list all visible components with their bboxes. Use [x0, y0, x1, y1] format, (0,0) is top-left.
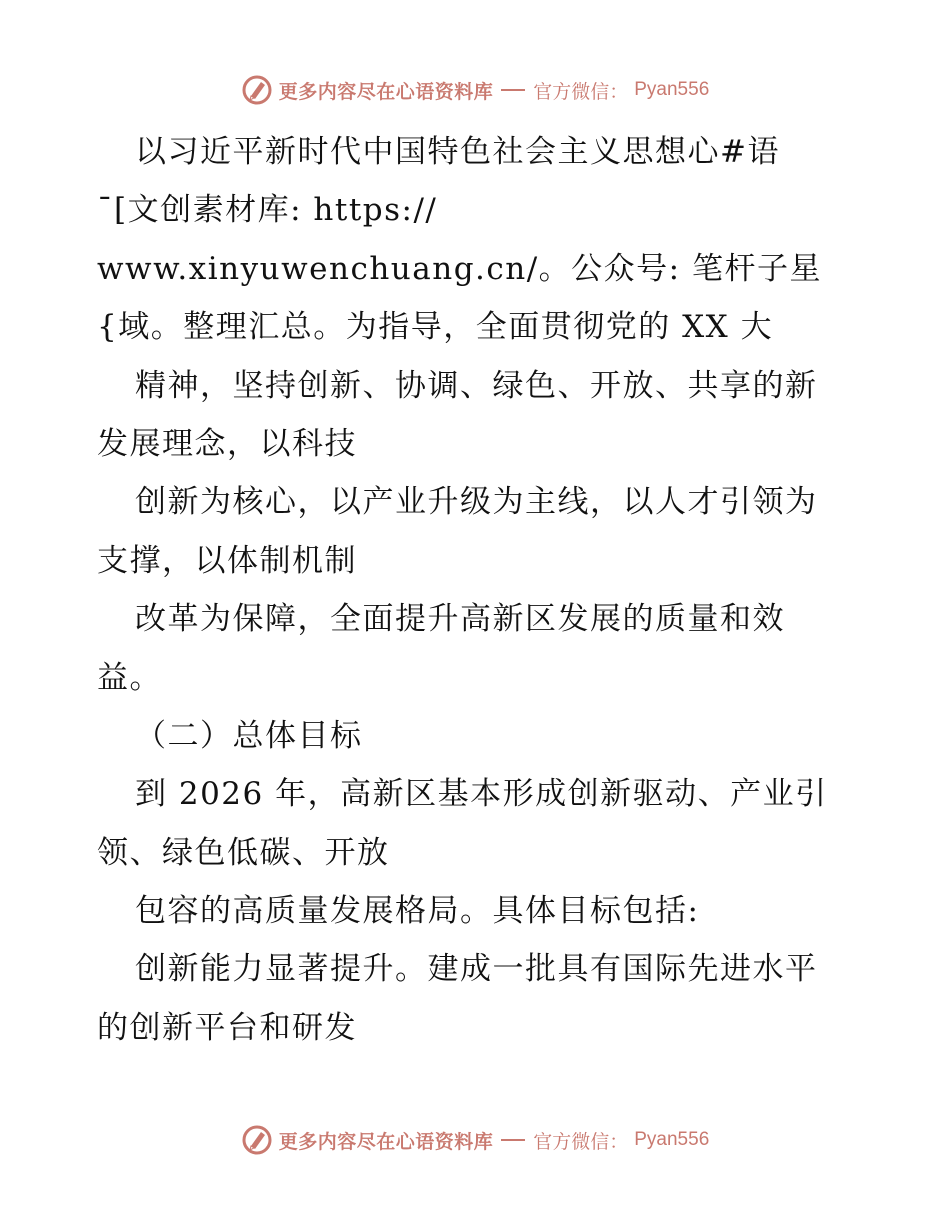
- banner-wechat-id: Pyan556: [634, 1129, 710, 1150]
- footer-banner: [0, 1120, 950, 1160]
- text-line: 精神，坚持创新、协调、绿色、开放、共享的新: [135, 367, 818, 404]
- text-line: 支撑，以体制机制: [97, 542, 357, 579]
- text-line: {域。整理汇总。为指导，全面贯彻党的 XX 大: [97, 309, 774, 346]
- text-line: ¯[文创素材库: https://: [97, 192, 438, 229]
- header-banner: [0, 70, 950, 110]
- text-line: 到 2026 年，高新区基本形成创新驱动、产业引: [135, 776, 828, 813]
- text-line: 创新为核心，以产业升级为主线，以人才引领为: [135, 484, 818, 521]
- text-line: 包容的高质量发展格局。具体目标包括:: [135, 893, 700, 930]
- banner-dash: [501, 89, 525, 91]
- text-line: 发展理念，以科技: [97, 425, 357, 462]
- banner-title: 更多内容尽在心语资料库: [278, 1130, 494, 1153]
- banner-dash: [501, 1139, 525, 1141]
- banner-wechat-label: 官方微信：: [533, 1130, 629, 1153]
- text-line: 以习近平新时代中国特色社会主义思想心#语: [135, 134, 780, 170]
- text-line: 创新能力显著提升。建成一批具有国际先进水平: [135, 951, 818, 988]
- banner-wechat-label: 官方微信：: [533, 80, 629, 103]
- banner-title: 更多内容尽在心语资料库: [278, 80, 494, 103]
- text-line: www.xinyuwenchuang.cn/。公众号: 笔杆子星: [97, 250, 822, 287]
- pen-logo-icon: [241, 74, 273, 106]
- document-body: [97, 123, 887, 1057]
- section-heading: （二）总体目标: [135, 717, 363, 754]
- text-line: 领、绿色低碳、开放: [97, 834, 390, 871]
- text-line: 改革为保障，全面提升高新区发展的质量和效: [135, 601, 785, 638]
- banner-wechat-id: Pyan556: [634, 79, 710, 100]
- pen-logo-icon: [241, 1124, 273, 1156]
- text-line: 的创新平台和研发: [97, 1009, 357, 1046]
- text-line: 益。: [97, 659, 162, 696]
